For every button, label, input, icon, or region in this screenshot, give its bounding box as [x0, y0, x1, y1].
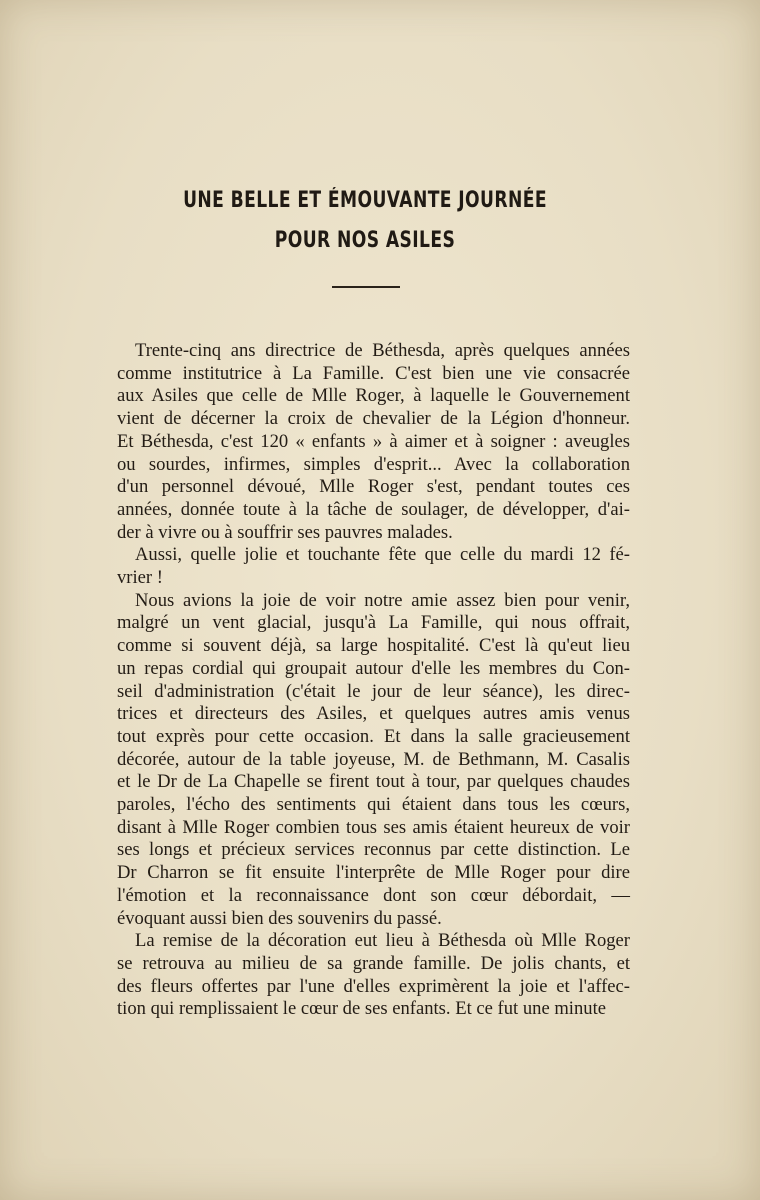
text-line: d'un personnel dévoué, Mlle Roger s'est, pendant toutes ces — [117, 476, 630, 498]
text-line: vient de décerner la croix de chevalier de la Légion d'honneur. — [117, 408, 630, 430]
paragraph — [97, 544, 630, 589]
text-line: comme si souvent déjà, sa large hospitalité. C'est là qu'eut lieu — [117, 635, 630, 657]
text-line: années, donnée toute à la tâche de soulager, de développer, d'ai- — [117, 498, 630, 520]
text-line: comme institutrice à La Famille. C'est bien une vie consacrée — [117, 362, 630, 384]
text-line: paroles, l'écho des sentiments qui étaient dans tous les cœurs, — [117, 794, 630, 816]
article-title-line-1: UNE BELLE ET ÉMOUVANTE JOURNÉE — [183, 188, 547, 213]
text-line: Trente-cinq ans directrice de Béthesda, après quelques années — [135, 340, 630, 361]
text-line: Aussi, quelle jolie et touchante fête que celle du mardi 12 fé- — [135, 544, 630, 566]
text-line: Dr Charron se fit ensuite l'interprête de Mlle Roger pour dire — [117, 862, 630, 884]
text-line: vrier ! — [117, 567, 163, 589]
text-line: tout exprès pour cette occasion. Et dans la salle gracieusement — [117, 725, 630, 747]
text-line: malgré un vent glacial, jusqu'à La Famille, qui nous offrait, — [117, 612, 630, 634]
text-line: l'émotion et la reconnaissance dont son cœur débordait, — — [117, 884, 630, 906]
text-line: der à vivre ou à souffrir ses pauvres malades. — [117, 521, 453, 543]
text-line: un repas cordial qui groupait autour d'elle les membres du Con- — [117, 657, 630, 679]
text-line: et le Dr de La Chapelle se firent tout à tour, par quelques chaudes — [117, 771, 630, 793]
text-line: seil d'administration (c'était le jour de leur séance), les direc- — [117, 680, 630, 702]
text-line: disant à Mlle Roger combien tous ses amis étaient heureux de voir — [117, 816, 630, 838]
text-line: des fleurs offertes par l'une d'elles exprimèrent la joie et l'affec- — [117, 975, 630, 997]
title-separator-rule — [332, 286, 400, 288]
article-title-line-2: POUR NOS ASILES — [274, 228, 456, 253]
text-line: ou sourdes, infirmes, simples d'esprit... Avec la collaboration — [117, 453, 630, 475]
paragraph — [97, 930, 630, 1021]
paragraph — [97, 590, 630, 931]
text-line: décorée, autour de la table joyeuse, M. de Bethmann, M. Casalis — [117, 748, 630, 770]
text-line: évoquant aussi bien des souvenirs du passé. — [117, 907, 442, 929]
text-line: Nous avions la joie de voir notre amie assez bien pour venir, — [135, 589, 630, 611]
paragraph — [97, 340, 630, 544]
text-line: trices et directeurs des Asiles, et quelques autres amis venus — [117, 703, 630, 725]
text-line: tion qui remplissaient le cœur de ses enfants. Et ce fut une minute — [117, 998, 606, 1020]
text-line: La remise de la décoration eut lieu à Béthesda où Mlle Roger — [135, 930, 630, 952]
text-line: se retrouva au milieu de sa grande famille. De jolis chants, et — [117, 952, 630, 974]
text-line: aux Asiles que celle de Mlle Roger, à laquelle le Gouvernement — [117, 385, 630, 407]
article-body — [97, 340, 630, 1021]
text-line: ses longs et précieux services reconnus par cette distinction. Le — [117, 839, 630, 861]
text-line: Et Béthesda, c'est 120 « enfants » à aimer et à soigner : aveugles — [117, 430, 630, 452]
